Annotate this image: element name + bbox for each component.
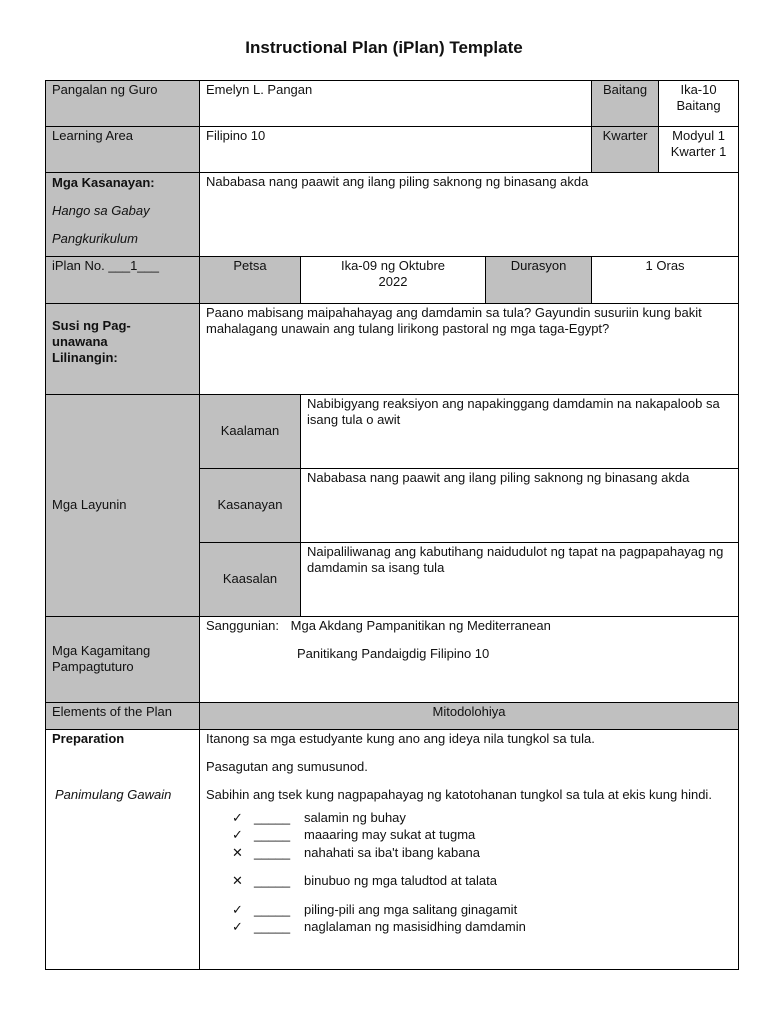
preparation-line-2: Pasagutan ang sumusunod. [206, 759, 368, 774]
answer-blank: _____ [254, 919, 291, 935]
checklist-item-text: nahahati sa iba't ibang kabana [304, 844, 480, 860]
checklist-item-text: piling-pili ang mga salitang ginagamit [304, 901, 518, 917]
checkmark-icon: ✓ [232, 901, 243, 917]
grade-label: Baitang [592, 81, 659, 127]
duration-value: 1 Oras [592, 257, 739, 304]
teacher-label: Pangalan ng Guro [46, 81, 200, 127]
grade-value-line-1: Ika-10 [680, 82, 717, 97]
materials-label-line-2: Pampagtuturo [52, 659, 134, 674]
preparation-label: Preparation [52, 731, 125, 746]
understanding-label-line-2: unawana [52, 334, 108, 349]
date-value-line-1: Ika-09 ng Oktubre [340, 258, 446, 273]
objectives-label: Mga Layunin [46, 395, 200, 617]
document-title: Instructional Plan (iPlan) Template [245, 38, 523, 57]
skill-objective-value: Nababasa nang paawit ang ilang piling saknong ng binasang akda [301, 469, 739, 543]
materials-source-label: Sanggunian: [206, 618, 280, 633]
iplan-number-cell [46, 257, 200, 304]
knowledge-label: Kaalaman [200, 395, 301, 469]
preparation-content [200, 730, 739, 970]
skill-objective-label: Kasanayan [200, 469, 301, 543]
preparation-label-cell [46, 730, 200, 970]
iplan-number-label: iPlan No. [52, 258, 109, 273]
date-value [301, 257, 486, 304]
iplan-table [45, 80, 739, 970]
learning-area-label: Learning Area [46, 127, 200, 173]
understanding-label-line-3: Lilinangin: [52, 350, 118, 365]
quarter-value-line-1: Modyul 1 [672, 128, 725, 143]
skills-source-line-2: Pangkurikulum [52, 231, 138, 246]
checkmark-icon: ✓ [232, 919, 243, 935]
date-value-line-2: 2022 [378, 274, 408, 289]
materials-label [46, 617, 200, 703]
skills-label: Mga Kasanayan: [52, 175, 155, 190]
preparation-sub-label: Panimulang Gawain [55, 787, 172, 802]
answer-blank: _____ [254, 809, 291, 825]
preparation-line-1: Itanong sa mga estudyante kung ano ang ideya nila tungkol sa tula. [206, 731, 595, 746]
elements-label: Elements of the Plan [46, 703, 200, 730]
checklist-item-text: salamin ng buhay [304, 809, 406, 825]
skills-source-line-1: Hango sa Gabay [52, 203, 150, 218]
answer-blank: _____ [254, 901, 291, 917]
answer-blank: _____ [254, 827, 291, 843]
quarter-label: Kwarter [592, 127, 659, 173]
checkmark-icon: ✓ [232, 827, 243, 843]
checklist-item [206, 919, 732, 937]
checklist-item-text: naglalaman ng masisidhing damdamin [304, 919, 526, 935]
attitude-label: Kaasalan [200, 543, 301, 617]
checkmark-icon: ✓ [232, 809, 243, 825]
cross-icon: ✕ [232, 844, 243, 860]
skills-value: Nababasa nang paawit ang ilang piling saknong ng binasang akda [200, 173, 739, 257]
understanding-value: Paano mabisang maipahahayag ang damdamin sa tula? Gayundin susuriin kung bakit mahalagang unawain ang tulang lirikong pastoral ng mga taga-Egypt? [200, 304, 739, 395]
answer-blank: _____ [254, 844, 291, 860]
date-label: Petsa [200, 257, 301, 304]
checklist-item [206, 809, 732, 827]
checklist [206, 809, 732, 936]
knowledge-value: Nabibigyang reaksiyon ang napakinggang damdamin na nakapaloob sa isang tula o awit [301, 395, 739, 469]
iplan-number-value: ___1___ [108, 258, 159, 273]
checklist-item-text: binubuo ng mga taludtod at talata [304, 873, 497, 889]
cross-icon: ✕ [232, 873, 243, 889]
checklist-item [206, 873, 732, 891]
skills-label-cell [46, 173, 200, 257]
grade-value [659, 81, 739, 127]
answer-blank: _____ [254, 873, 291, 889]
materials-value [200, 617, 739, 703]
checklist-item-text: maaaring may sukat at tugma [304, 827, 476, 843]
understanding-label-line-1: Susi ng Pag- [52, 318, 131, 333]
quarter-value [659, 127, 739, 173]
understanding-label [46, 304, 200, 395]
preparation-line-3: Sabihin ang tsek kung nagpapahayag ng katotohanan tungkol sa tula at ekis kung hindi. [206, 787, 712, 802]
checklist-item [206, 827, 732, 845]
quarter-value-line-2: Kwarter 1 [670, 144, 727, 159]
checklist-item [206, 844, 732, 862]
materials-source-2: Panitikang Pandaigdig Filipino 10 [297, 646, 490, 661]
learning-area-value: Filipino 10 [200, 127, 592, 173]
duration-label: Durasyon [486, 257, 592, 304]
grade-value-line-2: Baitang [676, 98, 721, 113]
materials-label-line-1: Mga Kagamitang [52, 643, 151, 658]
teacher-value: Emelyn L. Pangan [200, 81, 592, 127]
methodology-label: Mitodolohiya [200, 703, 739, 730]
checklist-item [206, 901, 732, 919]
materials-source-1: Mga Akdang Pampanitikan ng Mediterranean [290, 618, 551, 633]
attitude-value: Naipaliliwanag ang kabutihang naidudulot ng tapat na pagpapahayag ng damdamin sa isang tula [301, 543, 739, 617]
